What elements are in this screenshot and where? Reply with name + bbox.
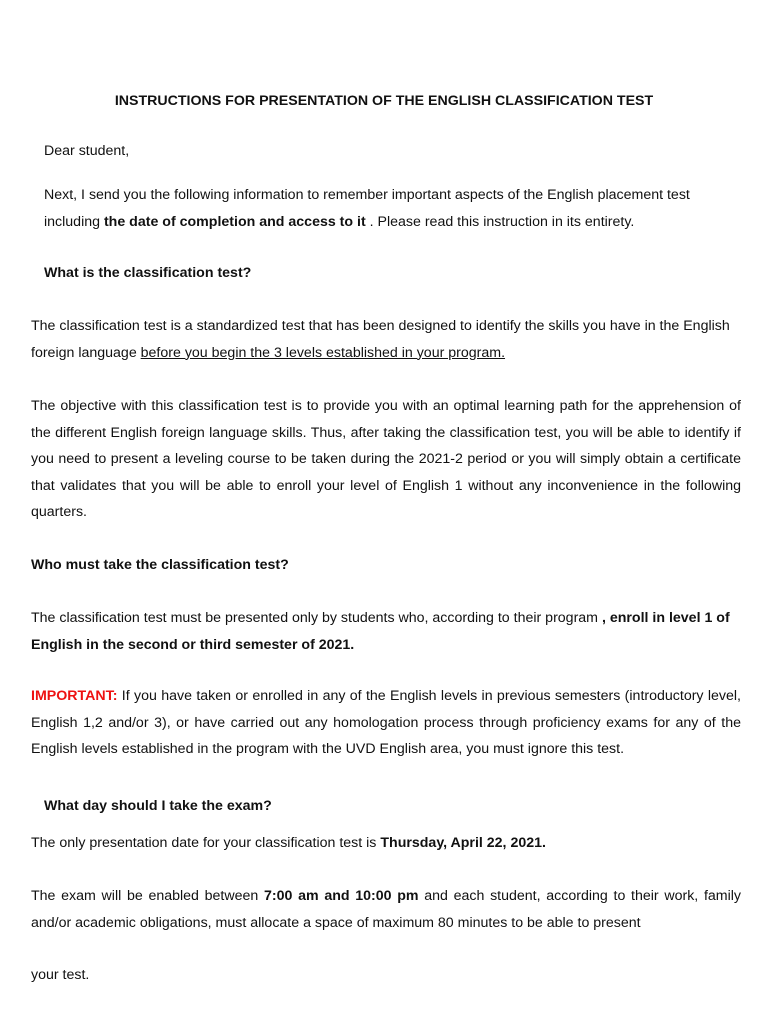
intro-bold: the date of completion and access to it (103, 213, 366, 230)
section-2-heading: Who must take the classification test? (31, 557, 289, 573)
important-text: If you have taken or enrolled in any of the English levels in previous semesters (introductory level, English 1,2 and/or 3), or have carried out any homologation process through proficiency exams for any of the English levels established in the program with the UVD English area, you must ignore this test. (31, 688, 741, 757)
important-paragraph (31, 683, 741, 763)
section-3-paragraph-2 (31, 883, 741, 936)
section-3-paragraph-1 (31, 830, 741, 857)
section-1-heading: What is the classification test? (44, 265, 252, 281)
intro-text-2: . Please read this instruction in its entirety. (365, 213, 635, 230)
section-2-para-1-bold: , enroll in level 1 of English in the second or third semester of 2021. (31, 610, 730, 653)
section-1-paragraph-2: The objective with this classification test is to provide you with an optimal learning path for the apprehension of the different English foreign language skills. Thus, after taking the classification test, you will be able to identify if you need to present a leveling course to be taken during the 2021-2 period or you will simply obtain a certificate that validates that you will be able to enroll your level of English 1 without any inconvenience in the following quarters. (31, 398, 741, 520)
section-3-para-1-bold: Thursday, April 22, 2021. (380, 835, 546, 851)
section-1-para-1-underlined: before you begin the 3 levels established in your program. (140, 344, 506, 361)
greeting: Dear student, (44, 143, 130, 159)
intro-paragraph (44, 182, 741, 235)
section-2-paragraph-1 (31, 605, 741, 658)
section-3-para-2-text-1: The exam will be enabled between (31, 888, 264, 904)
section-1-para-1-text: The classification test is a standardized test that has been designed to identify the skills you have in the English foreign language (31, 318, 730, 361)
important-label: IMPORTANT: (31, 688, 118, 704)
section-3-paragraph-3: your test. (31, 967, 90, 983)
section-3-heading: What day should I take the exam? (44, 798, 272, 814)
section-2-para-1-text: The classification test must be presented only by students who, according to their program (31, 610, 602, 626)
section-3-para-2-bold: 7:00 am and 10:00 pm (264, 888, 419, 904)
intro-text-1: Next, I send you the following information to remember important aspects of the English placement test including (44, 187, 690, 230)
section-3-para-1-text: The only presentation date for your classification test is (31, 835, 381, 851)
section-1-paragraph-1 (31, 313, 741, 366)
document-title: INSTRUCTIONS FOR PRESENTATION OF THE ENGLISH CLASSIFICATION TEST (114, 93, 654, 109)
section-3-para-2-text-2: and each student, according to their work, family and/or academic obligations, must allocate a space of maximum 80 minutes to be able to present (31, 888, 741, 931)
